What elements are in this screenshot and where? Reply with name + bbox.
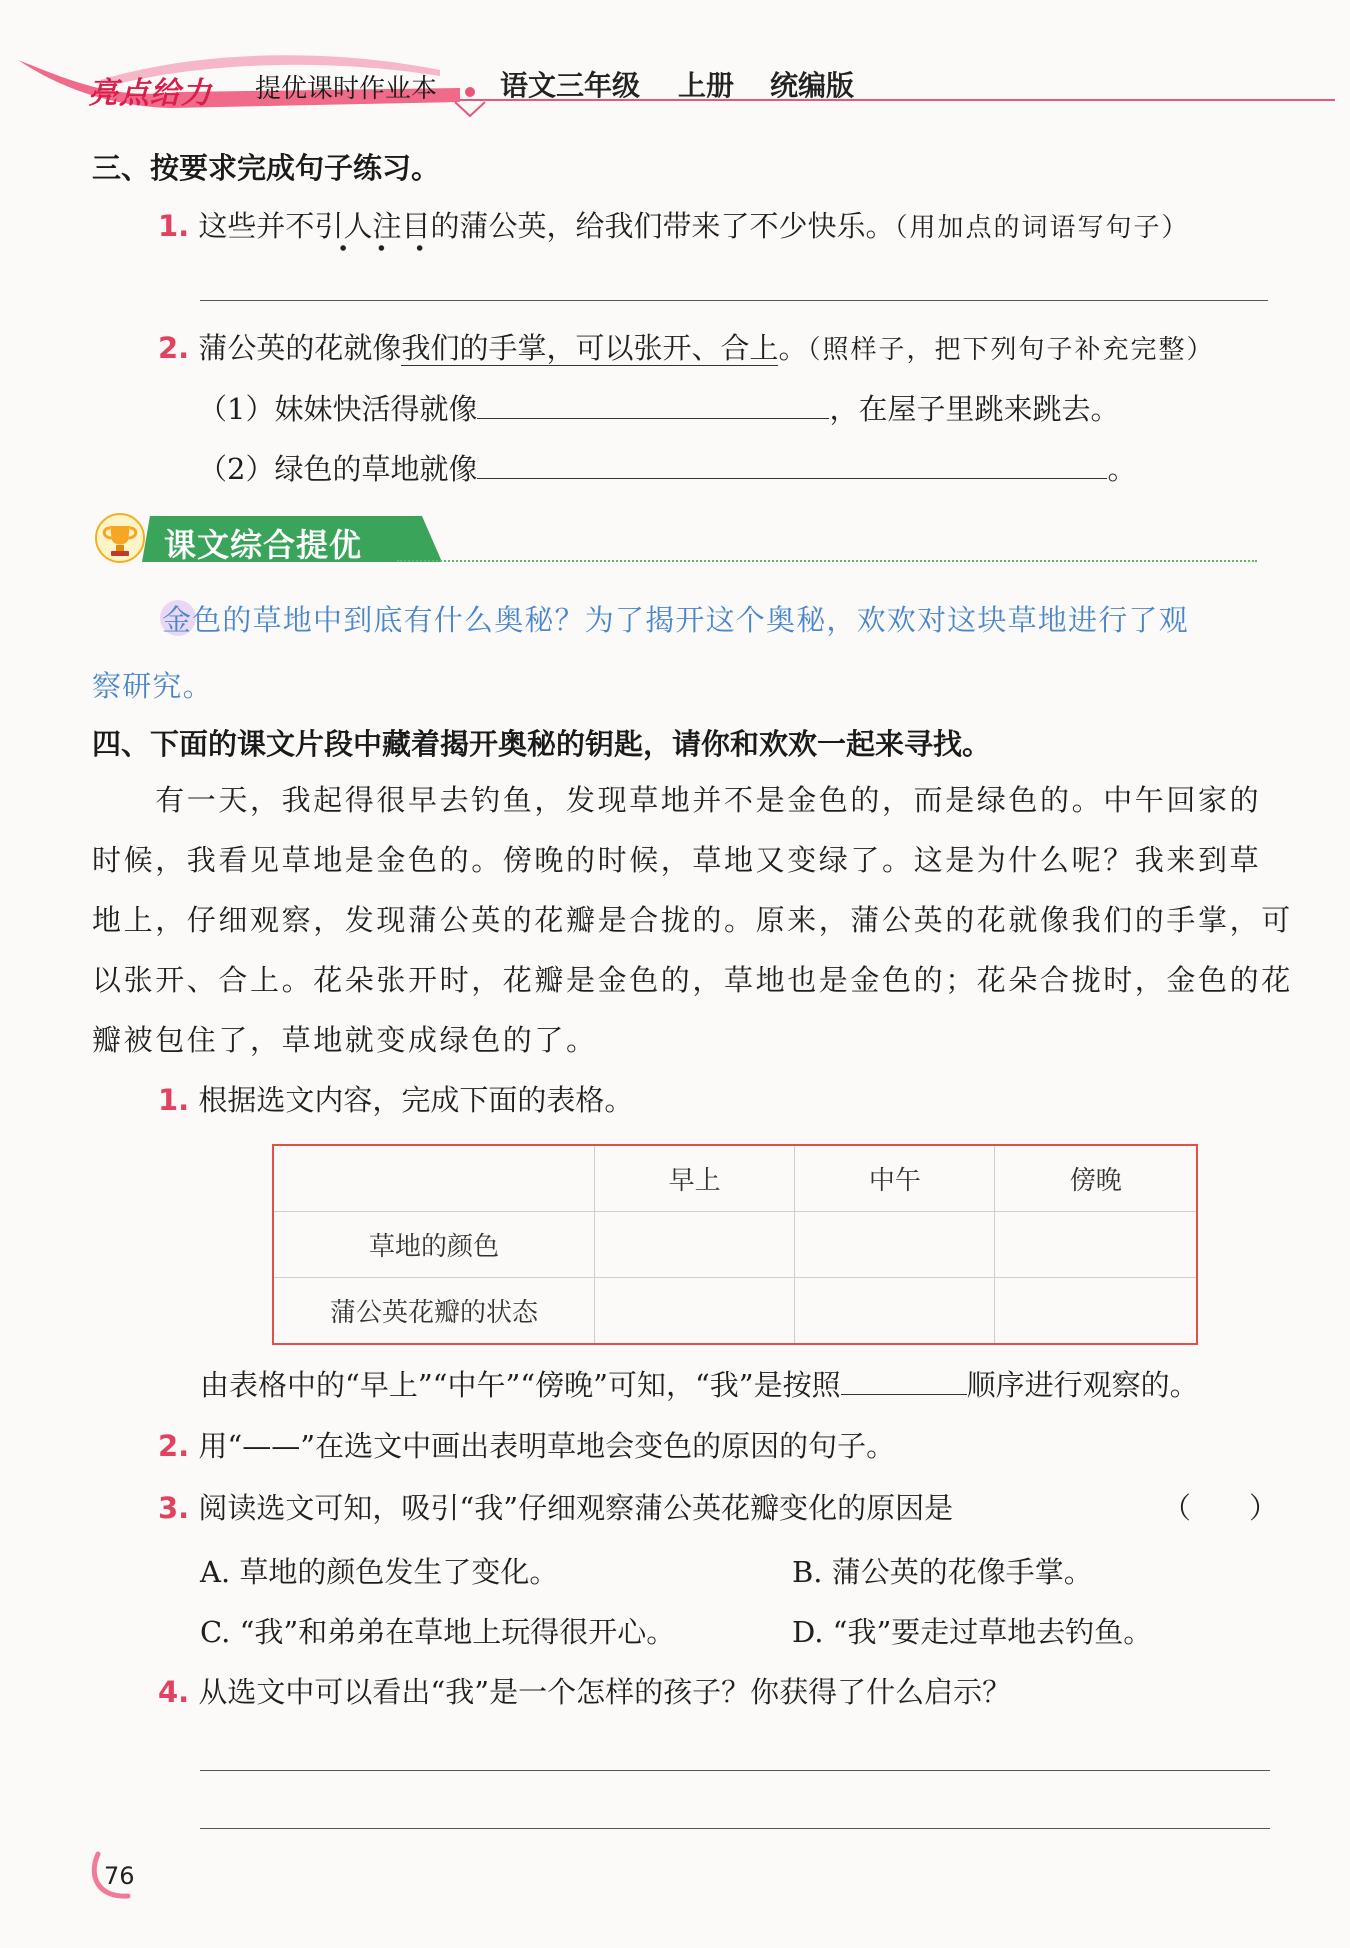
question-number: 1. [158,209,190,243]
section3-title: 三、按要求完成句子练习。 [92,151,441,185]
section4-q3 [158,1488,953,1528]
q2-text-pre: 蒲公英的花就像 [198,331,402,365]
question-number: 4. [158,1675,190,1709]
q2-item-1 [198,388,1119,429]
option-b[interactable]: B. 蒲公英的花像手掌。 [792,1555,1093,1589]
q2-text-post: 。 [778,331,808,365]
follow-text-pre: 由表格中的“早上”“中午”“傍晚”可知，“我”是按照 [200,1368,841,1402]
row-label: 草地的颜色 [273,1212,595,1278]
section3-q1 [158,206,1189,248]
answer-line[interactable] [200,1828,1270,1829]
q1-text-pre: 这些并不 [198,209,315,243]
passage-line: 有一天，我起得很早去钓鱼，发现草地并不是金色的，而是绿色的。中午回家的 [92,783,1262,817]
table-header-row [273,1145,1197,1212]
answer-cell[interactable] [795,1278,995,1345]
observation-table [272,1144,1198,1345]
table-row [273,1212,1197,1278]
passage-line: 瓣被包住了，草地就变成绿色的了。 [92,1023,598,1057]
banner-dotted-rule [397,560,1257,562]
answer-cell[interactable] [995,1278,1197,1345]
brand-logo: 亮点给力 [88,76,212,111]
option-c[interactable]: C. “我”和弟弟在草地上玩得很开心。 [200,1615,676,1649]
question-text: 阅读选文可知，吸引“我”仔细观察蒲公英花瓣变化的原因是 [198,1491,954,1525]
question-number: 2. [158,1429,190,1463]
answer-cell[interactable] [795,1212,995,1278]
edition-label: 统编版 [770,69,855,102]
question-text: 从选文中可以看出“我”是一个怎样的孩子？你获得了什么启示？ [198,1675,1012,1709]
answer-paren[interactable]: （ ） [1162,1491,1279,1525]
answer-line[interactable] [200,300,1268,301]
question-text: 根据选文内容，完成下面的表格。 [198,1083,634,1117]
item-pre: （1）妹妹快活得就像 [198,392,478,426]
table-row [273,1278,1197,1345]
table-cell [273,1145,595,1212]
passage-line: 以张开、合上。花朵张开时，花瓣是金色的，草地也是金色的；花朵合拢时，金色的花 [92,963,1293,997]
answer-cell[interactable] [595,1212,795,1278]
row-label: 蒲公英花瓣的状态 [273,1278,595,1345]
fill-blank[interactable] [477,448,1107,479]
q1-follow-up [200,1364,1199,1405]
follow-text-post: 顺序进行观察的。 [966,1368,1199,1402]
item-post: ，在屋子里跳来跳去。 [829,392,1120,426]
trophy-icon [92,512,148,564]
book-title: 提优课时作业本 [255,74,438,104]
answer-cell[interactable] [995,1212,1197,1278]
q2-item-2 [198,448,1136,489]
fill-blank[interactable] [841,1364,967,1395]
volume-label: 上册 [678,69,735,102]
section-banner [92,512,1262,564]
banner-title: 课文综合提优 [164,526,363,564]
section4-title: 四、下面的课文片段中藏着揭开奥秘的钥匙，请你和欢欢一起来寻找。 [92,727,992,761]
question-number: 3. [158,1491,190,1525]
answer-line[interactable] [200,1770,1270,1771]
section4-q2 [158,1426,895,1466]
answer-cell[interactable] [595,1278,795,1345]
subject-label: 语文三年级 [500,69,641,102]
reading-passage [92,770,1293,1070]
question-number: 1. [158,1083,190,1117]
passage-line: 时候，我看见草地是金色的。傍晚的时候，草地又变绿了。这是为什么呢？我来到草 [92,843,1262,877]
q1-dotted-word: 引人注目 [314,209,431,243]
section4-q4 [158,1672,1011,1712]
passage-line: 地上，仔细观察，发现蒲公英的花瓣是合拢的。原来，蒲公英的花就像我们的手掌，可 [92,903,1293,937]
q1-text-post: 的蒲公英，给我们带来了不少快乐。 [430,209,895,243]
table-header: 傍晚 [995,1145,1197,1212]
question-text: 用“——”在选文中画出表明草地会变色的原因的句子。 [198,1429,896,1463]
page-header [0,40,1350,120]
section4-q1 [158,1080,633,1120]
fill-blank[interactable] [477,388,829,419]
page-number: 76 [104,1862,135,1890]
q2-underlined-phrase: 我们的手掌，可以张开、合上 [401,331,779,365]
question-number: 2. [158,331,190,365]
item-pre: （2）绿色的草地就像 [198,452,478,486]
table-header: 早上 [595,1145,795,1212]
option-a[interactable]: A. 草地的颜色发生了变化。 [200,1555,559,1589]
table-header: 中午 [795,1145,995,1212]
item-post: 。 [1107,452,1137,486]
q1-hint: （用加点的词语写句子） [894,213,1190,243]
intro-line-2: 察研究。 [92,669,213,703]
section3-q2 [158,328,1214,370]
intro-line-1: 金色的草地中到底有什么奥秘？为了揭开这个奥秘，欢欢对这块草地进行了观 [162,603,1189,637]
q2-hint: （照样子，把下列句子补充完整） [807,335,1215,365]
option-d[interactable]: D. “我”要走过草地去钓鱼。 [792,1615,1153,1649]
